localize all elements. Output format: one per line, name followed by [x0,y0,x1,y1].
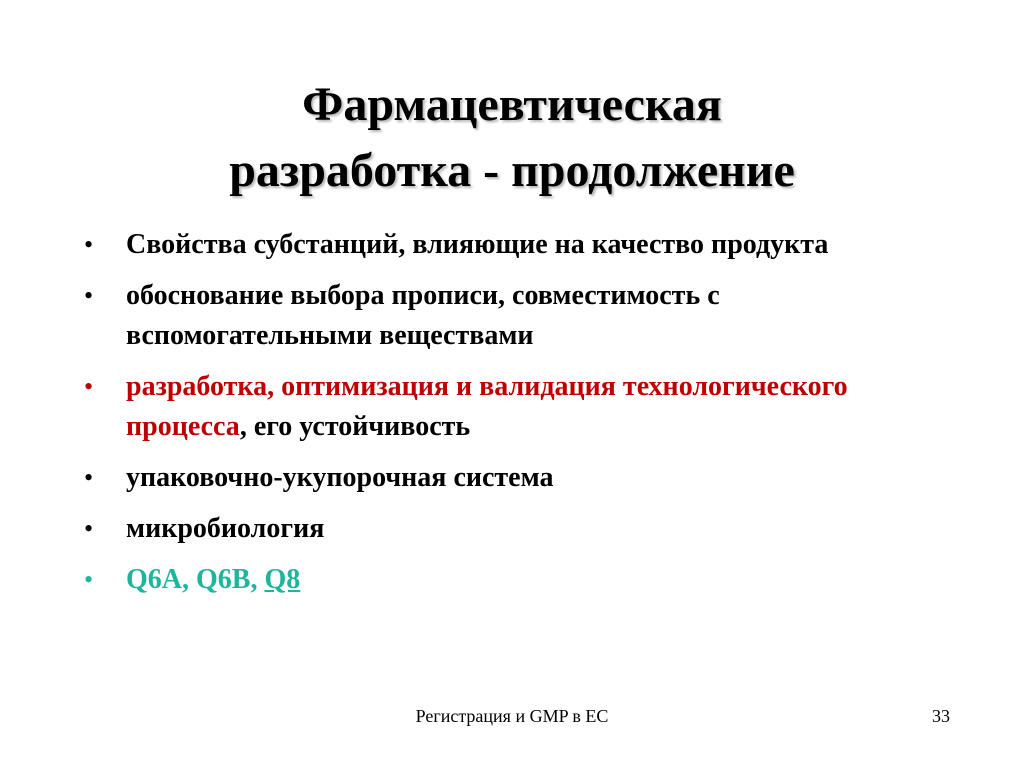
bullet-list [80,225,880,611]
list-item-text: упаковочно-укупорочная система [126,462,554,493]
bullet-icon: • [84,281,94,310]
list-item [80,276,880,356]
bullet-icon: • [84,565,94,594]
list-item [80,367,880,447]
separator-comma: , [267,371,282,402]
list-item [80,458,880,498]
list-item-text: микробиология [126,513,325,544]
list-item-text: Свойства субстанций, влияющие на качество продукта [126,229,829,260]
bullet-icon: • [84,463,94,492]
bullet-icon: • [84,230,94,259]
highlight-development: разработка [126,371,268,402]
footer-text: Регистрация и GMP в ЕС [415,706,609,726]
highlight-optimization-validation: оптимизация и валидация технологического процесса [126,371,848,442]
bullet-icon: • [84,372,94,401]
page-number: 33 [932,706,950,726]
bullet-icon: • [84,514,94,543]
list-item [80,225,880,265]
list-item-text-q6: Q6A, Q6B, [126,564,265,595]
list-item [80,509,880,549]
q8-link[interactable]: Q8 [264,564,301,595]
list-item-text-rest: , его устойчивость [239,411,471,442]
list-item-text: обоснование выбора прописи, совместимость с вспомогательными веществами [126,280,720,351]
list-item [80,560,880,600]
slide-title-line-2: разработка - продолжение [229,144,795,197]
slide-title [0,72,1024,204]
slide-title-line-1: Фармацевтическая [302,78,722,131]
